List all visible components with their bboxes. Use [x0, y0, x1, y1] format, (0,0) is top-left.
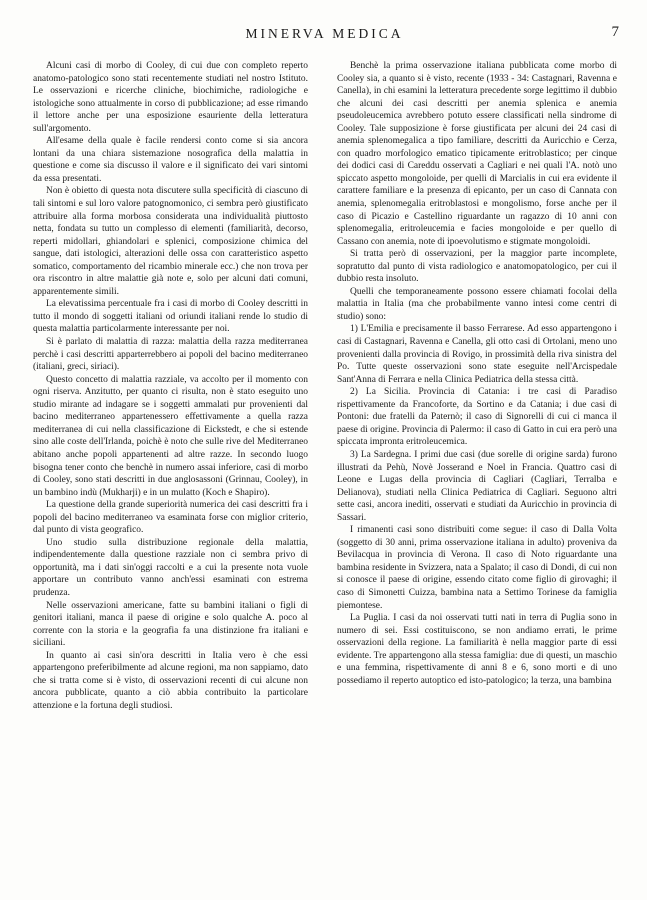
page-number: 7	[611, 24, 619, 40]
paragraph: In quanto ai casi sin'ora descritti in Italia vero è che essi appartengono preferibilmente ad alcune regioni, ma non sappiamo, dato che si tratta come si è visto, di osservazioni recenti di cui alcune non ancora pubblicate, quanto a ciò abbia contribuito la particolare attenzione e la fortuna degli studiosi.	[33, 650, 308, 711]
paragraph: Questo concetto di malattia razziale, va accolto per il momento con ogni riserva. Anzitutto, per quanto ci risulta, non è stato eseguito uno studio mirante ad indagare se i soggetti ammalati pur provenienti dal bacino mediterraneo appartenessero effettivamente a quella razza mediterranea di cui nella classificazione di Eickstedt, e che si estende sino alle coste dell'Irlanda, poichè è noto che sulle rive del Mediterraneo abitano anche popoli appartenenti ad altre razze. In secondo luogo bisogna tener conto che benchè in numero assai inferiore, casi di morbo di Cooley, sono stati descritti in due anglosassoni (Grinnau, Cooley), in un bambino indù (Mukharji) e in un mulatto (Koch e Shapiro).	[33, 374, 308, 498]
right-column	[337, 60, 617, 687]
running-head	[30, 24, 619, 48]
paragraph: Uno studio sulla distribuzione regionale della malattia, indipendentemente dalla questione razziale non ci sembra privo di opportunità, ma i dati sin'oggi raccolti e a cui la presente nota vuole apportare un contributo vanno anch'essi esaminati con estrema prudenza.	[33, 537, 308, 598]
paragraph: 2) La Sicilia. Provincia di Catania: i tre casi di Paradiso rispettivamente da Francoforte, da Sortino e da Catania; i due casi di Pontoni: due fratelli da Paternò; il caso di Signorelli di cui ci manca il paese di origine. Provincia di Palermo: il caso di Gatto in cui era però una spiccata impronta eritroleucemica.	[337, 387, 617, 448]
paragraph: Alcuni casi di morbo di Cooley, di cui due con completo reperto anatomo-patologico sono stati recentemente studiati nel nostro Istituto. Le osservazioni e ricerche cliniche, biochimiche, radiologiche e istologiche sono attualmente in corso di pubblicazione; ad esse rimando il lettore anche per una esposizione esauriente della letteratura sull'argomento.	[33, 61, 308, 134]
paragraph: 1) L'Emilia e precisamente il basso Ferrarese. Ad esso appartengono i casi di Castagnari, Ravenna e Canella, gli otto casi di Ortolani, meno uno provenienti dalla provincia di Rovigo, in prossimità della riva sinistra del Po. Tutte queste osservazioni sono state eseguite nell'Arcispedale Sant'Anna di Ferrara e nella Clinica Pediatrica della stessa città.	[337, 324, 617, 385]
paragraph: All'esame della quale è facile rendersi conto come si sia ancora lontani da una chiara sistemazione nosografica della malattia in questione e come sia discusso il valore e il significato dei vari sintomi da essa presentati.	[33, 136, 308, 184]
paragraph: I rimanenti casi sono distribuiti come segue: il caso di Dalla Volta (soggetto di 30 anni, prima osservazione italiana in adulto) proveniva da Bevilacqua in provincia di Verona. Il caso di Noto riguardante una bambina residente in Svizzera, nata a Spalato; il caso di Dondi, di cui non si conosce il paese di origine, essendo citato come figlio di girovaghi; il caso di Simonetti Cuizza, bambina nata a Settimo Torinese da famiglia piemontese.	[337, 525, 617, 611]
paragraph: Non è obietto di questa nota discutere sulla specificità di ciascuno di tali sintomi e sul loro valore patognomonico, ci sembra però giustificato attribuire alla forma morbosa considerata una individualità piuttosto netta, fondata su tutto un complesso di elementi (familiarità, decorso, reperti midollari, ghiandolari e splenici, composizione chimica del sangue, dati istologici, alterazioni delle ossa con caratteristico aspetto somatico, comportamento del ricambio minerale ecc.) che non trova per ora riscontro in altre malattie già note e, solo per alcuni dati comuni, apparentemente simili.	[33, 186, 308, 297]
paragraph: Si tratta però di osservazioni, per la maggior parte incomplete, sopratutto dal punto di vista radiologico e anatomopatologico, per cui il dubbio resta insoluto.	[337, 249, 617, 285]
paragraph: La elevatissima percentuale fra i casi di morbo di Cooley descritti in tutto il mondo di soggetti italiani od oriundi italiani rende lo studio di questa malattia particolarmente interessante per noi.	[33, 299, 308, 335]
paragraph: Nelle osservazioni americane, fatte su bambini italiani o figli di genitori italiani, manca il paese di origine e solo qualche A. poco al corrente con la storia e la geografia fa una distinzione fra italiani e siciliani.	[33, 600, 308, 649]
paragraph: La questione della grande superiorità numerica dei casi descritti fra i popoli del bacino mediterraneo va esaminata forse con miglior criterio, dal punto di vista geografico.	[33, 500, 308, 536]
paragraph: La Puglia. I casi da noi osservati tutti nati in terra di Puglia sono in numero di sei. Essi costituiscono, se non andiamo errati, le prime osservazioni della regione. La familiarità è nella maggior parte di essi evidente. Tre appartengono alla stessa famiglia: due di questi, un maschio e una femmina, rispettivamente di anni 8 e 6, sono morti e di uno possediamo il reperto autoptico ed isto-patologico; la terza, una bambina	[337, 613, 617, 686]
journal-title: MINERVA MEDICA	[245, 26, 404, 41]
paragraph: Benchè la prima osservazione italiana pubblicata come morbo di Cooley sia, a quanto si è visto, recente (1933 - 34: Castagnari, Ravenna e Canella), in chi esamini la letteratura precedente sorge legittimo il dubbio che alcuni dei casi descritti per anemia splenica e anemia pseudoleucemica avrebbero potuto essere classificati nella sindrome di Cooley. Tale supposizione è forse giustificata per alcuni dei 24 casi di anemia splenomegalica a tipo familiare, descritti da Auricchio e Cerza, con quadro morfologico ematico tipicamente eritroblastico; per cinque dei dodici casi di Careddu osservati a Cagliari e nei quali l'A. notò uno spiccato aspetto mongoloide, per quelli di Marcialis in cui era evidente il carattere familiare e la presenza di epicanto, per un caso di Cannata con anemia, splenomegalia eritroblastosi e mongolismo, forse anche per il caso di Picazio e Castellino riguardante un ragazzo di 10 anni con splenomegalia, eritroleucemia e facies mongoloide e per quello di Cassano con anemia, note di ipoevolutismo e stigmate mongoloidi.	[337, 61, 617, 247]
left-column	[33, 60, 308, 712]
paragraph: Quelli che temporaneamente possono essere chiamati focolai della malattia in Italia (ma che probabilmente vanno intesi come centri di studio) sono:	[337, 286, 617, 322]
paragraph: 3) La Sardegna. I primi due casi (due sorelle di origine sarda) furono illustrati da Pehù, Novè Josserand e Noel in Francia. Quattro casi di Leone e Lugas della provincia di Cagliari (Cagliari, Terralba e Delianova), studiati nella Clinica Pediatrica di Cagliari. Seguono altri sette casi, ancora inediti, osservati e studiati da Auricchio in provincia di Sassari.	[337, 449, 617, 523]
paragraph: Si è parlato di malattia di razza: malattia della razza mediterranea perchè i casi descritti apparterrebbero ai popoli del bacino mediterraneo (italiani, greci, siriaci).	[33, 337, 308, 373]
